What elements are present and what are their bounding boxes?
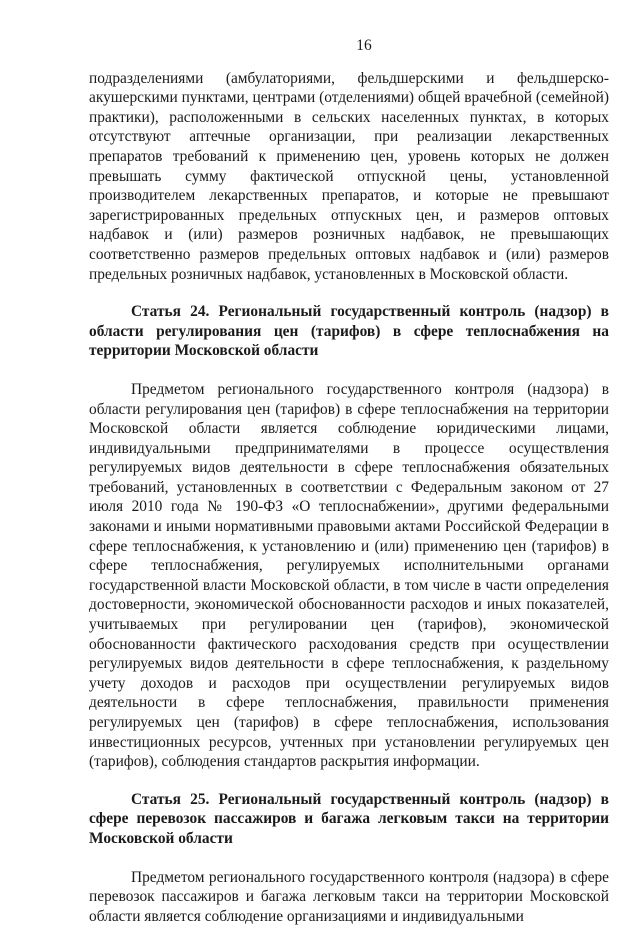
article-24 (89, 302, 609, 772)
paragraph-intro: подразделениями (амбулаториями, фельдшерскими и фельдшерско-акушерскими пунктами, центрами (отделениями) общей врачебной (семейной) практики), расположенными в сельских населенных пунктах, в которых отсутствуют аптечные организации, при реализации лекарственных препаратов требований к применению цен, уровень которых не должен превышать сумму фактической отпускной цены, установленной производителем лекарственных препаратов, и которые не превышают зарегистрированных предельных отпускных цен, и размеров оптовых надбавок и (или) размеров розничных надбавок, не превышающих соответственно размеров предельных оптовых надбавок и (или) размеров предельных розничных надбавок, установленных в Московской области. (89, 69, 609, 283)
article-24-body: Предметом регионального государственного контроля (надзора) в области регулирования цен (тарифов) в сфере теплоснабжения на территории Московской области является соблюдение юридическими лицами, индивидуальными предпринимателями в процессе осуществления регулируемых видов деятельности в сфере теплоснабжения обязательных требований, установленных в соответствии с Федеральным законом от 27 июля 2010 года № 190-ФЗ «О теплоснабжении», другими федеральными законами и иными нормативными правовыми актами Российской Федерации в сфере теплоснабжения, к установлению и (или) применению цен (тарифов) в сфере теплоснабжения, регулируемых исполнительными органами государственной власти Московской области, в том числе в части определения достоверности, экономической обоснованности расходов и иных показателей, учитываемых при регулировании цен (тарифов), экономической обоснованности фактического расходования средств при осуществлении регулируемых видов деятельности в сфере теплоснабжения, к раздельному учету доходов и расходов при осуществлении регулируемых видов деятельности в сфере теплоснабжения, правильности применения регулируемых цен (тарифов) в сфере теплоснабжения, использования инвестиционных ресурсов, учтенных при установлении регулируемых цен (тарифов), соблюдения стандартов раскрытия информации. (89, 380, 609, 771)
page-number: 16 (356, 37, 372, 54)
article-25-body: Предметом регионального государственного контроля (надзора) в сфере перевозок пассажиров и багажа легковым такси на территории Московской области является соблюдение организациями и индивидуальными (89, 868, 609, 925)
article-25-heading: Статья 25. Региональный государственный контроль (надзор) в сфере перевозок пассажиров и багажа легковым такси на территории Московской области (89, 790, 609, 847)
article-24-heading: Статья 24. Региональный государственный контроль (надзор) в области регулирования цен (тарифов) в сфере теплоснабжения на территории Московской области (89, 303, 609, 360)
article-25 (89, 790, 609, 926)
